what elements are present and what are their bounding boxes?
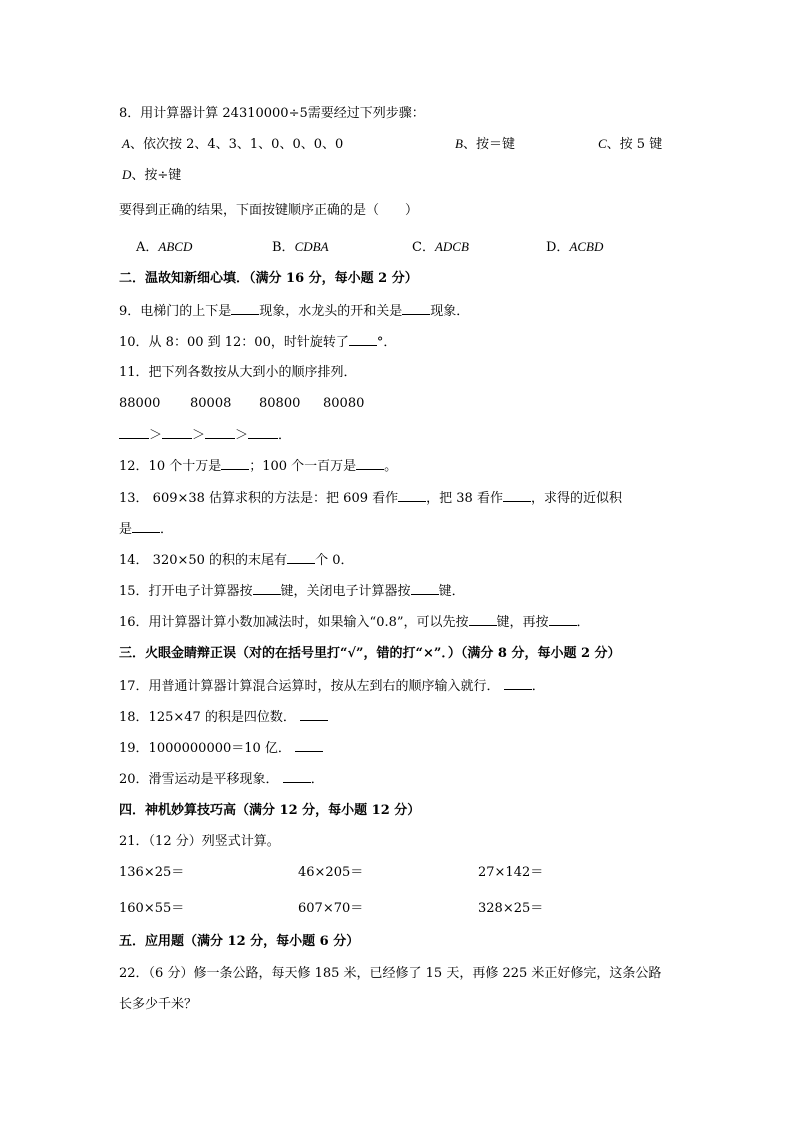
q13-line1: 13． 609×38 估算求积的方法是：把 609 看作 ，把 38 看作 ，求得的近似积 <box>119 491 622 506</box>
section5-heading: 五．应用题（满分 12 分，每小题 6 分） <box>119 934 360 949</box>
q8-option-c: C．ADCB <box>412 239 469 255</box>
q8-option-d: D．ACBD <box>546 239 604 255</box>
q15: 15．打开电子计算器按 键，关闭电子计算器按 键． <box>119 584 465 599</box>
q17: 17．用普通计算器计算混合运算时，按从左到右的顺序输入就行． ． <box>119 679 545 694</box>
q21-stem: 21．（12 分）列竖式计算。 <box>119 834 280 849</box>
section3-heading: 三．火眼金睛辩正误（对的在括号里打“√”，错的打“×”．）（满分 8 分，每小题 2 分） <box>119 646 621 661</box>
q8-option-b: B．CDBA <box>272 239 329 255</box>
q22-line2: 长多少千米？ <box>119 997 198 1012</box>
calc-item: 328×25＝ <box>478 901 544 916</box>
q8-step-d: D、按÷键 <box>122 167 182 183</box>
q16: 16．用计算器计算小数加减法时，如果输入“0.8”，可以先按 键，再按 ． <box>119 615 590 630</box>
calc-item: 46×205＝ <box>298 865 364 880</box>
q12: 12．10 个十万是 ；100 个一百万是 。 <box>119 459 398 474</box>
q8-step-c: C、按 5 键 <box>598 136 663 152</box>
calc-item: 607×70＝ <box>298 901 364 916</box>
q11-number: 80800 <box>259 396 301 411</box>
q8-step-b: B、按＝键 <box>455 136 515 152</box>
q14: 14． 320×50 的积的末尾有 个 0． <box>119 553 354 568</box>
q18: 18．125×47 的积是四位数． <box>119 708 328 727</box>
q22-line1: 22．（6 分）修一条公路，每天修 185 米，已经修了 15 天，再修 225 米正好修完，这条公路 <box>119 966 662 981</box>
q8-option-a: A．ABCD <box>136 239 193 255</box>
q11-number: 88000 <box>119 396 161 411</box>
calc-item: 27×142＝ <box>478 865 544 880</box>
q8-stem: 8．用计算器计算 24310000÷5需要经过下列步骤： <box>119 106 425 121</box>
q11-number: 80008 <box>190 396 232 411</box>
calc-item: 160×55＝ <box>119 901 185 916</box>
section2-heading: 二．温故知新细心填．（满分 16 分，每小题 2 分） <box>119 271 418 286</box>
q20: 20．滑雪运动是平移现象． ． <box>119 772 324 787</box>
q8-step-a: A、依次按 2、4、3、1、0、0、0、0 <box>122 136 344 152</box>
q13-line2: 是 ． <box>119 522 174 537</box>
q11-number: 80080 <box>323 396 365 411</box>
q19: 19．1000000000＝10 亿． <box>119 739 323 758</box>
section4-heading: 四．神机妙算技巧高（满分 12 分，每小题 12 分） <box>119 803 421 818</box>
q10: 10．从 8：00 到 12：00，时针旋转了 °． <box>119 335 397 350</box>
q11-answer-line: ＞ ＞ ＞ ． <box>119 426 291 445</box>
q8-prompt: 要得到正确的结果，下面按键顺序正确的是（ ） <box>119 203 419 218</box>
q9: 9．电梯门的上下是 现象，水龙头的开和关是 现象． <box>119 304 470 319</box>
calc-item: 136×25＝ <box>119 865 185 880</box>
q11-stem: 11．把下列各数按从大到小的顺序排列． <box>119 365 357 380</box>
